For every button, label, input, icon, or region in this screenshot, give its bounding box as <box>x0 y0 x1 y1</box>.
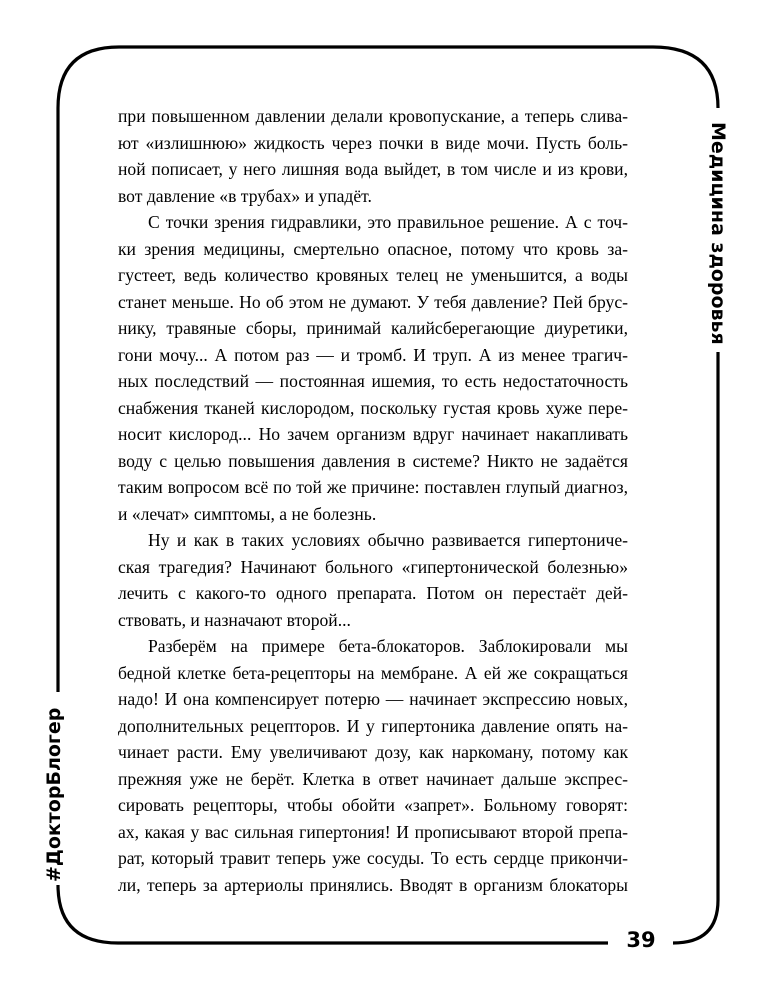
frame-bottom-right-corner <box>673 900 718 943</box>
text-line: прежняя уже не берёт. Клетка в ответ начинает дальше экспрес- <box>118 768 628 789</box>
paragraph-4 <box>118 633 628 898</box>
text-line: и «лечат» симптомы, а не болезнь. <box>118 503 377 524</box>
text-line: ных последствий — постоянная ишемия, то есть недостаточность <box>118 371 628 391</box>
main-text <box>118 103 628 898</box>
text-line: ская трагедия? Начинают больного «гипертонической болезнью» <box>118 556 628 577</box>
text-line: сировать рецепторы, чтобы обойти «запрет». Больному говорят: <box>118 795 628 815</box>
text-line: густеет, ведь количество кровяных телец не уменьшится, а воды <box>118 265 628 285</box>
text-line: снабжения тканей кислородом, поскольку густая кровь хуже пере- <box>118 397 628 418</box>
text-line: ствовать, и назначают второй... <box>118 609 351 630</box>
hashtag-vertical: #ДокторБлогер <box>43 707 65 883</box>
text-line: Разберём на примере бета-блокаторов. Заблокировали мы <box>148 636 628 656</box>
text-line: Ну и как в таких условиях обычно развивается гипертониче- <box>148 530 628 550</box>
text-line: чинает расти. Ему увеличивают дозу, как наркоману, потому как <box>118 742 628 762</box>
paragraph-3 <box>118 527 628 633</box>
text-line: ют «излишнюю» жидкость через почки в виде мочи. Пусть боль- <box>118 132 628 153</box>
text-line: ах, какая у вас сильная гипертония! И прописывают второй препа- <box>118 821 628 842</box>
text-line: С точки зрения гидравлики, это правильное решение. А с точ- <box>148 212 628 232</box>
text-line: ки зрения медицины, смертельно опасное, потому что кровь за- <box>118 238 628 259</box>
text-line: ли, теперь за артериолы принялись. Вводят в организм блокаторы <box>118 874 628 895</box>
frame-bottom-left-corner <box>58 885 118 943</box>
text-line: станет меньше. Но об этом не думают. У тебя давление? Пей брус- <box>118 291 628 312</box>
text-line: лечить с какого-то одного препарата. Потом он перестаёт дей- <box>118 583 628 603</box>
text-line: ной пописает, у него лишняя вода выйдет, в том числе и из крови, <box>118 159 628 179</box>
text-line: носит кислород... Но зачем организм вдруг начинает накапливать <box>118 424 628 444</box>
page-number: 39 <box>626 928 656 952</box>
text-line: при повышенном давлении делали кровопускание, а теперь слива- <box>118 106 628 126</box>
section-title-vertical: Медицина здоровья <box>707 122 729 345</box>
text-line: рат, который травит теперь уже сосуды. То есть сердце прикончи- <box>118 848 628 868</box>
text-line: воду с целью повышения давления в системе? Никто не задаётся <box>118 450 628 471</box>
text-line: надо! И она компенсирует потерю — начинает экспрессию новых, <box>118 689 628 709</box>
text-line: таким вопросом всё по той же причине: поставлен глупый диагноз, <box>118 477 628 497</box>
paragraph-1 <box>118 103 628 209</box>
frame-top-edge <box>58 47 718 108</box>
text-line: гони мочу... А потом раз — и тромб. И труп. А из менее трагич- <box>118 344 628 365</box>
text-line: нику, травяные сборы, принимай калийсберегающие диуретики, <box>118 318 628 338</box>
text-line: бедной клетке бета-рецепторы на мембране. А ей же сокращаться <box>118 662 628 683</box>
paragraph-2 <box>118 209 628 527</box>
text-line: дополнительных рецепторов. И у гипертоника давление опять на- <box>118 715 628 736</box>
text-line: вот давление «в трубах» и упадёт. <box>118 185 372 206</box>
